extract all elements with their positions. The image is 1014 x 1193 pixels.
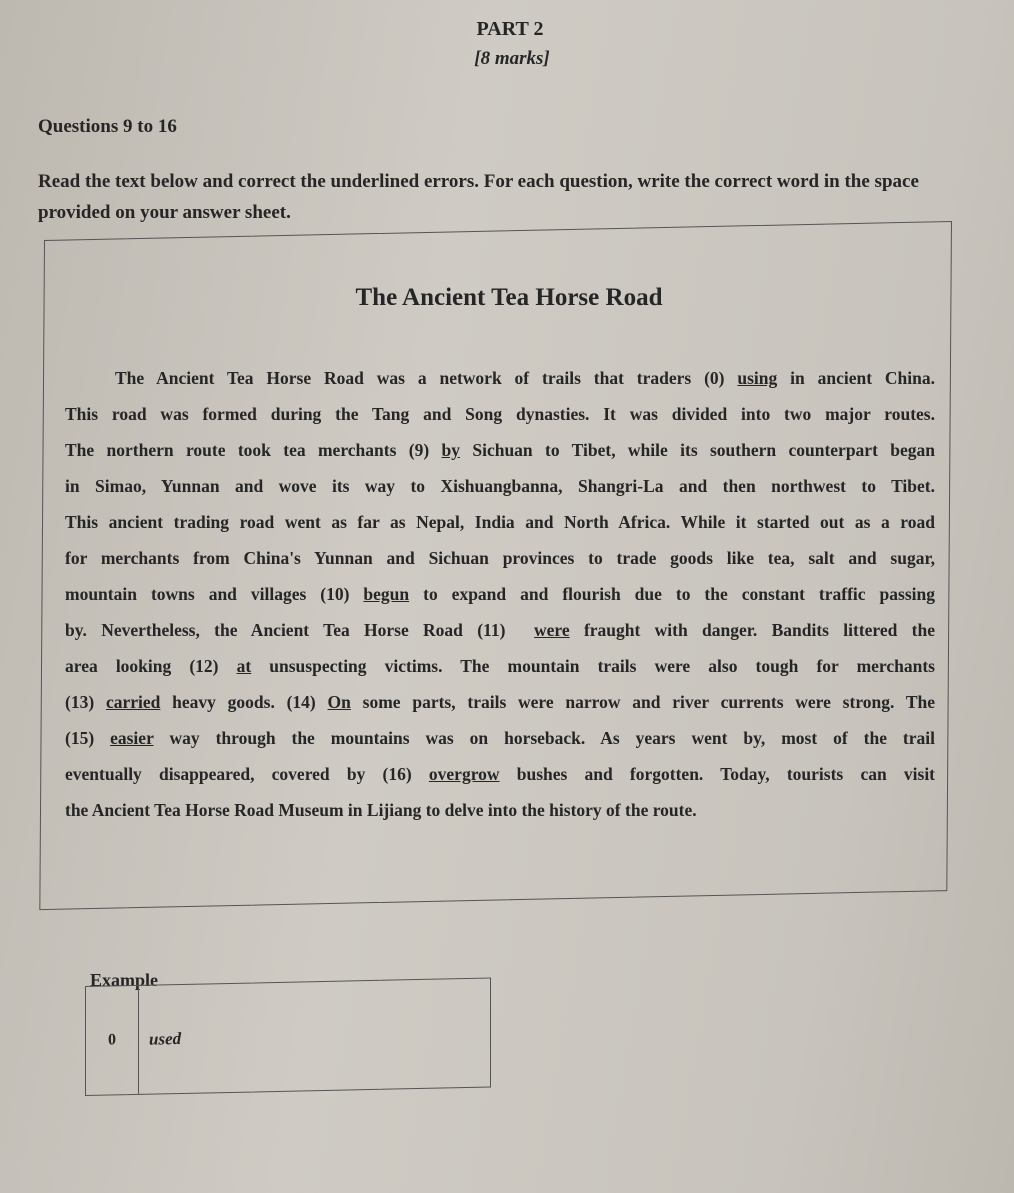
passage-line [65, 544, 935, 580]
passage-line [65, 688, 935, 724]
passage-text-segment: area looking (12) [65, 656, 237, 676]
passage-text-segment: to expand and flourish due to the constant traffic passing [409, 584, 935, 604]
passage-line [65, 796, 935, 832]
underlined-error: begun [363, 584, 410, 604]
passage-line [65, 436, 935, 472]
passage-line [65, 616, 935, 652]
passage-text-segment: Sichuan to Tibet, while its southern counterpart began [460, 440, 935, 460]
passage-line [65, 580, 935, 616]
passage-title: The Ancient Tea Horse Road [355, 284, 663, 311]
passage-text-segment: bushes and forgotten. Today, tourists can visit [499, 764, 936, 784]
passage-text-segment: some parts, trails were narrow and river currents were strong. The [350, 692, 936, 712]
passage-text-segment: The northern route took tea merchants (9) [65, 440, 442, 460]
passage-text-segment: way through the mountains was on horseback. As years went by, most of the trail [153, 728, 935, 748]
passage-line [65, 400, 935, 436]
underlined-error: overgrow [428, 764, 500, 784]
passage-text-segment: the Ancient Tea Horse Road Museum in Lijiang to delve into the history of the route. [65, 800, 697, 820]
passage-text-segment: unsuspecting victims. The mountain trails were also tough for merchants [251, 656, 935, 676]
marks-label: [8 marks] [474, 48, 550, 69]
underlined-error: by [441, 440, 460, 460]
underlined-error: carried [105, 692, 161, 712]
passage-text-segment: The Ancient Tea Horse Road was a network of trails that traders (0) [115, 368, 738, 388]
passage-text-segment: by. Nevertheless, the Ancient Tea Horse Road (11) [65, 620, 535, 640]
underlined-error: using [737, 368, 778, 388]
underlined-error: were [534, 620, 570, 640]
passage-line [65, 724, 935, 760]
passage-text-segment: This ancient trading road went as far as Nepal, India and North Africa. While it started out as a road [65, 512, 935, 532]
passage-text-segment: mountain towns and villages (10) [65, 584, 364, 604]
passage-text-segment: This road was formed during the Tang and Song dynasties. It was divided into two major routes. [65, 404, 935, 424]
questions-heading: Questions 9 to 16 [38, 116, 177, 137]
underlined-error: On [327, 692, 351, 712]
passage-text-segment: in ancient China. [777, 368, 936, 388]
passage-text-segment: (15) [65, 728, 111, 748]
passage-line [65, 760, 935, 796]
passage-line [65, 364, 935, 400]
passage-text-segment: eventually disappeared, covered by (16) [65, 764, 429, 784]
passage-text-segment: for merchants from China's Yunnan and Sichuan provinces to trade goods like tea, salt and sugar, [65, 548, 935, 568]
example-label: Example [90, 970, 159, 990]
passage-text-segment: (13) [65, 692, 106, 712]
underlined-error: easier [110, 728, 154, 748]
passage-text-segment: heavy goods. (14) [160, 692, 328, 712]
passage-line [65, 472, 935, 508]
passage-text [65, 364, 935, 832]
passage-text-segment: in Simao, Yunnan and wove its way to Xishuangbanna, Shangri-La and then northwest to Tibet. [65, 476, 935, 496]
instructions: Read the text below and correct the underlined errors. For each question, write the correct word in the space provided on your answer sheet. [38, 171, 919, 223]
example-table [85, 977, 491, 1096]
passage-text-segment: fraught with danger. Bandits littered the [569, 620, 936, 640]
example-number: 0 [86, 986, 139, 1095]
passage-line [65, 652, 935, 688]
underlined-error: at [236, 656, 252, 676]
part-heading: PART 2 [476, 18, 544, 40]
passage-line [65, 508, 935, 544]
example-answer: used [149, 1028, 182, 1049]
